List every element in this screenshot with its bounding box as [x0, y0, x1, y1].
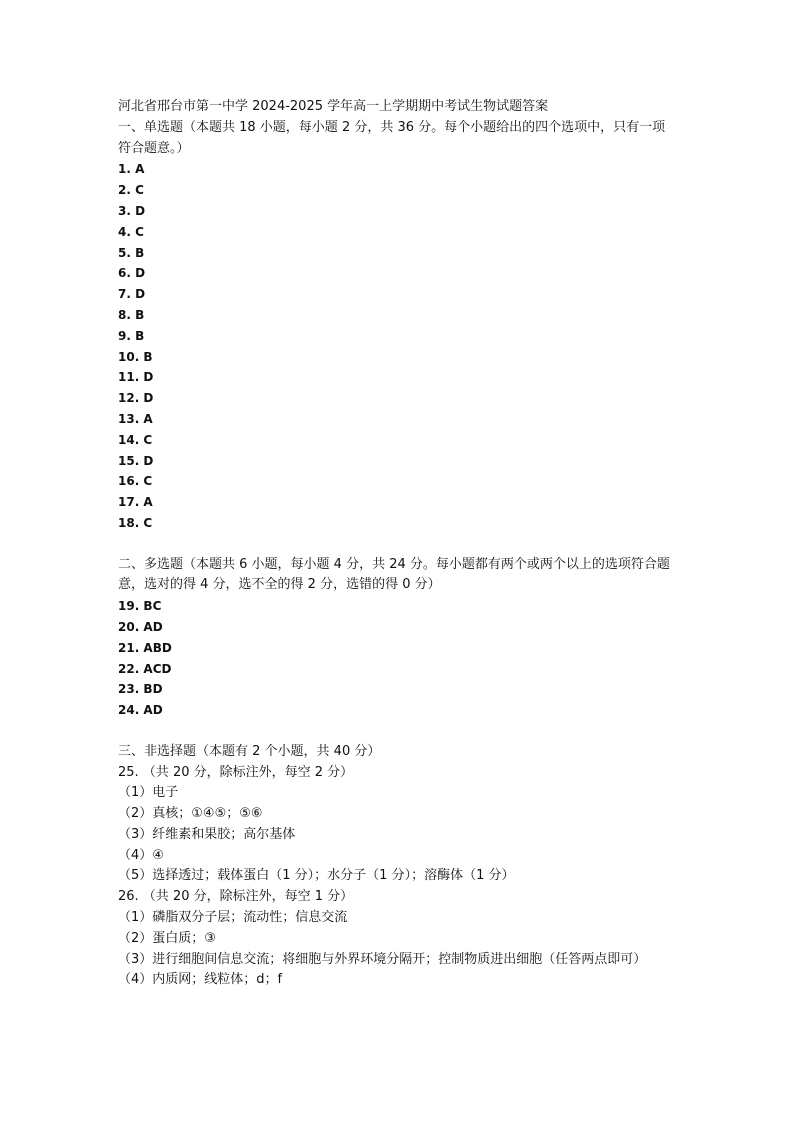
- answer-item: 1. A: [118, 162, 145, 177]
- answer-item: 15. D: [118, 453, 154, 468]
- answer-item: 12. D: [118, 391, 154, 406]
- section2-answer-list: [118, 596, 718, 721]
- section3-heading: 三、非选择题（本题有 2 个小题，共 40 分）: [118, 743, 381, 759]
- question-26-part: （1）磷脂双分子层；流动性；信息交流: [118, 910, 348, 926]
- answer-item: 9. B: [118, 328, 145, 343]
- answer-item: 4. C: [118, 224, 144, 239]
- answer-item: 23. BD: [118, 682, 163, 697]
- section1-heading: 一、单选题（本题共 18 小题，每小题 2 分，共 36 分。每个小题给出的四个选项中，只有一项符合题意。）: [118, 119, 666, 156]
- answer-item: 17. A: [118, 495, 153, 510]
- answer-item: 7. D: [118, 287, 146, 302]
- spacer: [118, 534, 718, 555]
- answer-item: 11. D: [118, 370, 154, 385]
- question-26-part: （4）内质网；线粒体；d；f: [118, 972, 283, 988]
- question-25-part: （1）电子: [118, 785, 179, 801]
- section2-heading: 二、多选题（本题共 6 小题，每小题 4 分，共 24 分。每小题都有两个或两个以上的选项符合题意，选对的得 4 分，选不全的得 2 分，选错的得 0 分）: [118, 556, 670, 593]
- answer-item: 10. B: [118, 349, 153, 364]
- answer-item: 18. C: [118, 515, 153, 530]
- answer-item: 16. C: [118, 474, 153, 489]
- answer-item: 5. B: [118, 245, 145, 260]
- question-25-part: （4）④: [118, 847, 164, 863]
- answer-item: 6. D: [118, 266, 146, 281]
- question-26-part: （2）蛋白质；③: [118, 930, 216, 946]
- question-25-part: （2）真核；①④⑤；⑤⑥: [118, 806, 263, 822]
- question-26-title: 26. （共 20 分，除标注外，每空 1 分）: [118, 889, 354, 905]
- answer-item: 20. AD: [118, 619, 163, 634]
- answer-item: 19. BC: [118, 599, 162, 614]
- answer-item: 3. D: [118, 203, 146, 218]
- question-25-part: （3）纤维素和果胶；高尔基体: [118, 826, 296, 842]
- answer-item: 24. AD: [118, 703, 163, 718]
- section1-answer-list: [118, 159, 718, 533]
- document-page: [118, 97, 718, 991]
- question-25-title: 25. （共 20 分，除标注外，每空 2 分）: [118, 764, 354, 780]
- spacer: [118, 721, 718, 742]
- answer-item: 13. A: [118, 411, 153, 426]
- question-25-part: （5）选择透过；载体蛋白（1 分）；水分子（1 分）；溶酶体（1 分）: [118, 868, 515, 884]
- answer-item: 21. ABD: [118, 640, 172, 655]
- answer-item: 8. B: [118, 307, 145, 322]
- document-title: 河北省邢台市第一中学 2024-2025 学年高一上学期期中考试生物试题答案: [118, 99, 549, 114]
- question-26-part: （3）进行细胞间信息交流；将细胞与外界环境分隔开；控制物质进出细胞（任答两点即可）: [118, 951, 647, 967]
- answer-item: 2. C: [118, 183, 144, 198]
- answer-item: 14. C: [118, 432, 153, 447]
- answer-item: 22. ACD: [118, 661, 172, 676]
